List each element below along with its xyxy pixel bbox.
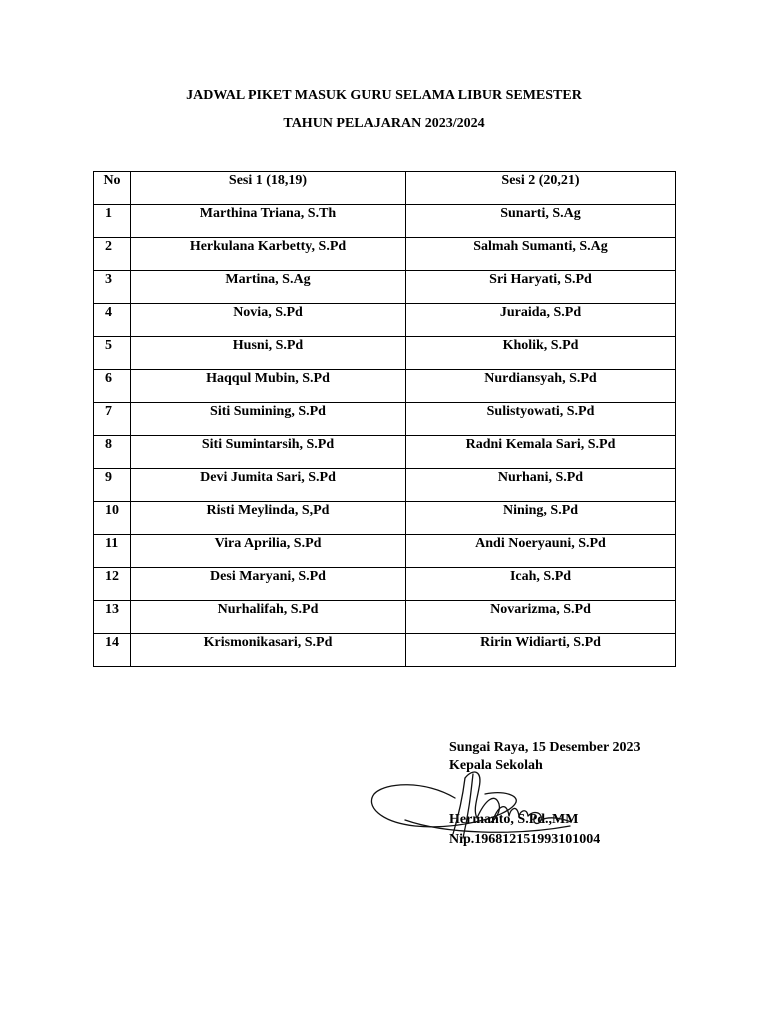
session-1-teacher: Vira Aprilia, S.Pd (131, 535, 406, 568)
handwritten-signature (365, 760, 580, 845)
session-2-teacher: Sulistyowati, S.Pd (406, 403, 676, 436)
row-number: 7 (94, 403, 131, 436)
duty-roster-table (93, 171, 676, 667)
session-2-teacher: Nurdiansyah, S.Pd (406, 370, 676, 403)
session-2-teacher: Sunarti, S.Ag (406, 205, 676, 238)
row-number: 9 (94, 469, 131, 502)
table-row (94, 634, 676, 667)
header-no: No (94, 172, 131, 205)
session-2-teacher: Juraida, S.Pd (406, 304, 676, 337)
row-number: 11 (94, 535, 131, 568)
session-1-teacher: Siti Sumining, S.Pd (131, 403, 406, 436)
session-2-teacher: Radni Kemala Sari, S.Pd (406, 436, 676, 469)
session-1-teacher: Nurhalifah, S.Pd (131, 601, 406, 634)
signatory-nip: Nip.196812151993101004 (449, 832, 601, 847)
row-number: 4 (94, 304, 131, 337)
table-row (94, 502, 676, 535)
session-1-teacher: Desi Maryani, S.Pd (131, 568, 406, 601)
session-1-teacher: Husni, S.Pd (131, 337, 406, 370)
table-row (94, 403, 676, 436)
signatory-name: Hermanto, S.Pd.,MM (449, 812, 579, 827)
session-2-teacher: Novarizma, S.Pd (406, 601, 676, 634)
row-number: 14 (94, 634, 131, 667)
table-row (94, 304, 676, 337)
session-2-teacher: Salmah Sumanti, S.Ag (406, 238, 676, 271)
session-1-teacher: Novia, S.Pd (131, 304, 406, 337)
session-1-teacher: Krismonikasari, S.Pd (131, 634, 406, 667)
session-2-teacher: Icah, S.Pd (406, 568, 676, 601)
table-row (94, 601, 676, 634)
table-row (94, 370, 676, 403)
row-number: 10 (94, 502, 131, 535)
header-session-1: Sesi 1 (18,19) (131, 172, 406, 205)
row-number: 12 (94, 568, 131, 601)
session-1-teacher: Devi Jumita Sari, S.Pd (131, 469, 406, 502)
table-header-row (94, 172, 676, 205)
session-2-teacher: Andi Noeryauni, S.Pd (406, 535, 676, 568)
table-row (94, 469, 676, 502)
session-2-teacher: Sri Haryati, S.Pd (406, 271, 676, 304)
row-number: 13 (94, 601, 131, 634)
session-2-teacher: Kholik, S.Pd (406, 337, 676, 370)
table-row (94, 205, 676, 238)
row-number: 2 (94, 238, 131, 271)
document-subtitle: TAHUN PELAJARAN 2023/2024 (283, 116, 485, 131)
row-number: 5 (94, 337, 131, 370)
row-number: 6 (94, 370, 131, 403)
signature-role: Kepala Sekolah (449, 758, 543, 773)
table-row (94, 271, 676, 304)
document-title: JADWAL PIKET MASUK GURU SELAMA LIBUR SEMESTER (186, 88, 582, 103)
session-2-teacher: Nurhani, S.Pd (406, 469, 676, 502)
row-number: 8 (94, 436, 131, 469)
table-row (94, 535, 676, 568)
signature-place-date: Sungai Raya, 15 Desember 2023 (449, 740, 641, 755)
table-row (94, 337, 676, 370)
session-2-teacher: Nining, S.Pd (406, 502, 676, 535)
table-row (94, 238, 676, 271)
header-session-2: Sesi 2 (20,21) (406, 172, 676, 205)
session-1-teacher: Haqqul Mubin, S.Pd (131, 370, 406, 403)
session-1-teacher: Siti Sumintarsih, S.Pd (131, 436, 406, 469)
table-body (94, 205, 676, 667)
session-2-teacher: Ririn Widiarti, S.Pd (406, 634, 676, 667)
session-1-teacher: Risti Meylinda, S,Pd (131, 502, 406, 535)
table-row (94, 568, 676, 601)
table-row (94, 436, 676, 469)
row-number: 1 (94, 205, 131, 238)
row-number: 3 (94, 271, 131, 304)
session-1-teacher: Marthina Triana, S.Th (131, 205, 406, 238)
session-1-teacher: Herkulana Karbetty, S.Pd (131, 238, 406, 271)
session-1-teacher: Martina, S.Ag (131, 271, 406, 304)
